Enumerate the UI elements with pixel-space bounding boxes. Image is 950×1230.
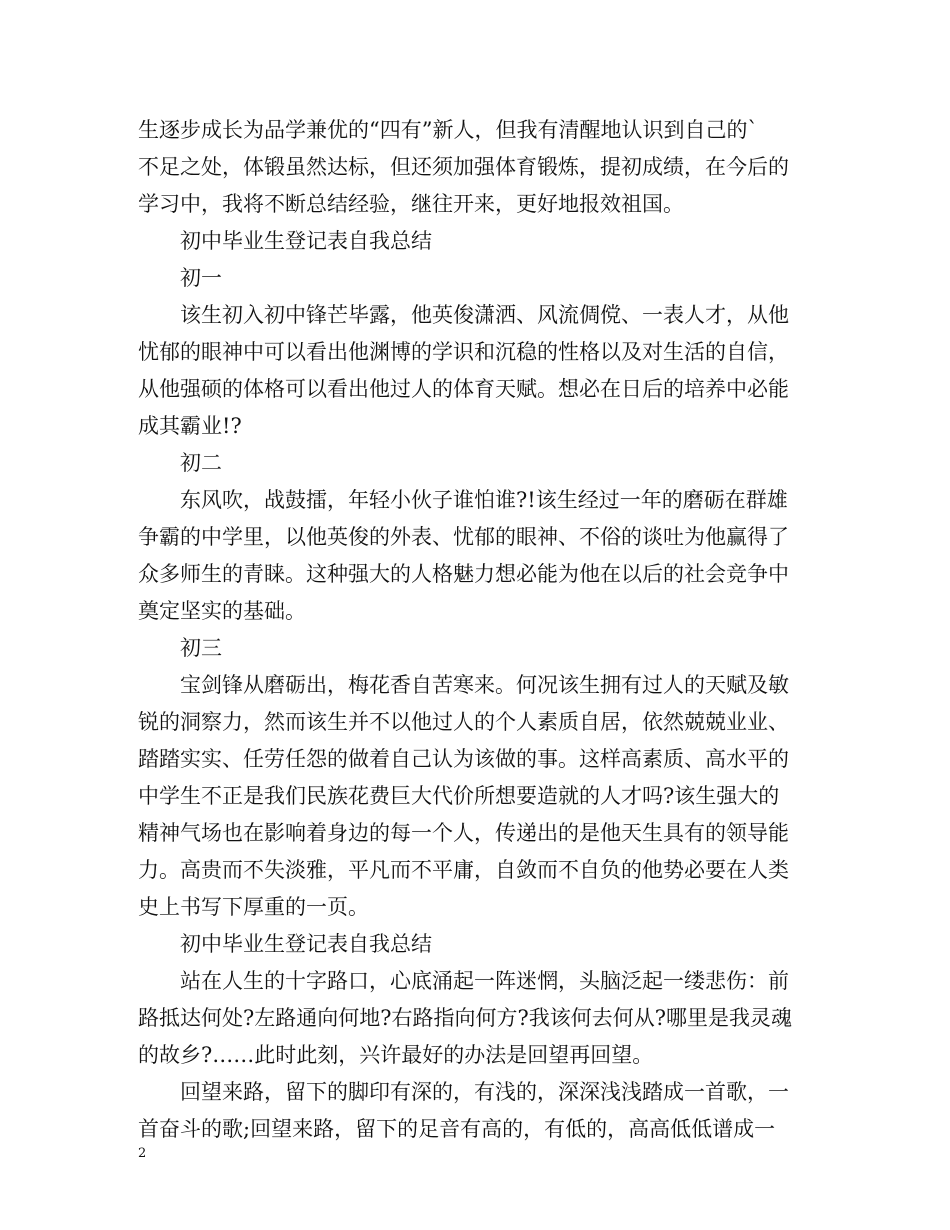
text-line: 路抵达何处?左路通向何地?右路指向何方?我该何去何从?哪里是我灵魂: [138, 1006, 793, 1030]
subsection-heading: 初三: [180, 636, 222, 660]
section-heading: 初中毕业生登记表自我总结: [180, 229, 432, 253]
text-line: 力。高贵而不失淡雅，平凡而不平庸，自敛而不自负的他势必要在人类: [138, 858, 789, 882]
text-line: 踏踏实实、任劳任怨的做着自己认为该做的事。这样高素质、高水平的: [138, 747, 789, 771]
text-line: 争霸的中学里，以他英俊的外表、忧郁的眼神、不俗的谈吐为他赢得了: [138, 525, 789, 549]
subsection-heading: 初一: [180, 266, 222, 290]
text-line: 东风吹，战鼓擂，年轻小伙子谁怕谁?!该生经过一年的磨砺在群雄: [180, 488, 788, 512]
text-line: 史上书写下厚重的一页。: [138, 895, 369, 919]
text-line: 中学生不正是我们民族花费巨大代价所想要造就的人才吗?该生强大的: [138, 784, 780, 808]
text-line: 宝剑锋从磨砺出，梅花香自苦寒来。何况该生拥有过人的天赋及敏: [180, 673, 789, 697]
section-heading: 初中毕业生登记表自我总结: [180, 932, 432, 956]
text-line: 站在人生的十字路口，心底涌起一阵迷惘，头脑泛起一缕悲伤：前: [180, 969, 789, 993]
text-line: 忧郁的眼神中可以看出他渊博的学识和沉稳的性格以及对生活的自信，: [138, 340, 789, 364]
text-line: 不足之处，体锻虽然达标，但还须加强体育锻炼，提初成绩，在今后的: [138, 155, 789, 179]
text-line: 从他强硕的体格可以看出他过人的体育天赋。想必在日后的培养中必能: [138, 377, 789, 401]
text-line: 成其霸业!?: [138, 414, 242, 438]
text-line: 奠定坚实的基础。: [138, 599, 306, 623]
subsection-heading: 初二: [180, 451, 222, 475]
text-line: 生逐步成长为品学兼优的“四有”新人，但我有清醒地认识到自己的`: [138, 118, 758, 142]
text-line: 学习中，我将不断总结经验，继往开来，更好地报效祖国。: [138, 192, 684, 216]
text-line: 回望来路，留下的脚印有深的，有浅的，深深浅浅踏成一首歌，一: [180, 1080, 789, 1104]
text-line: 锐的洞察力，然而该生并不以他过人的个人素质自居，依然兢兢业业、: [138, 710, 789, 734]
text-line: 该生初入初中锋芒毕露，他英俊潇洒、风流倜傥、一表人才，从他: [180, 303, 789, 327]
text-line: 众多师生的青睐。这种强大的人格魅力想必能为他在以后的社会竞争中: [138, 562, 789, 586]
page-number: 2: [138, 1146, 147, 1161]
text-line: 精神气场也在影响着身边的每一个人，传递出的是他天生具有的领导能: [138, 821, 789, 845]
text-line: 首奋斗的歌;回望来路，留下的足音有高的，有低的，高高低低谱成一: [138, 1117, 776, 1141]
document-body: [138, 112, 814, 1148]
text-line: 的故乡?……此时此刻，兴许最好的办法是回望再回望。: [138, 1043, 654, 1067]
